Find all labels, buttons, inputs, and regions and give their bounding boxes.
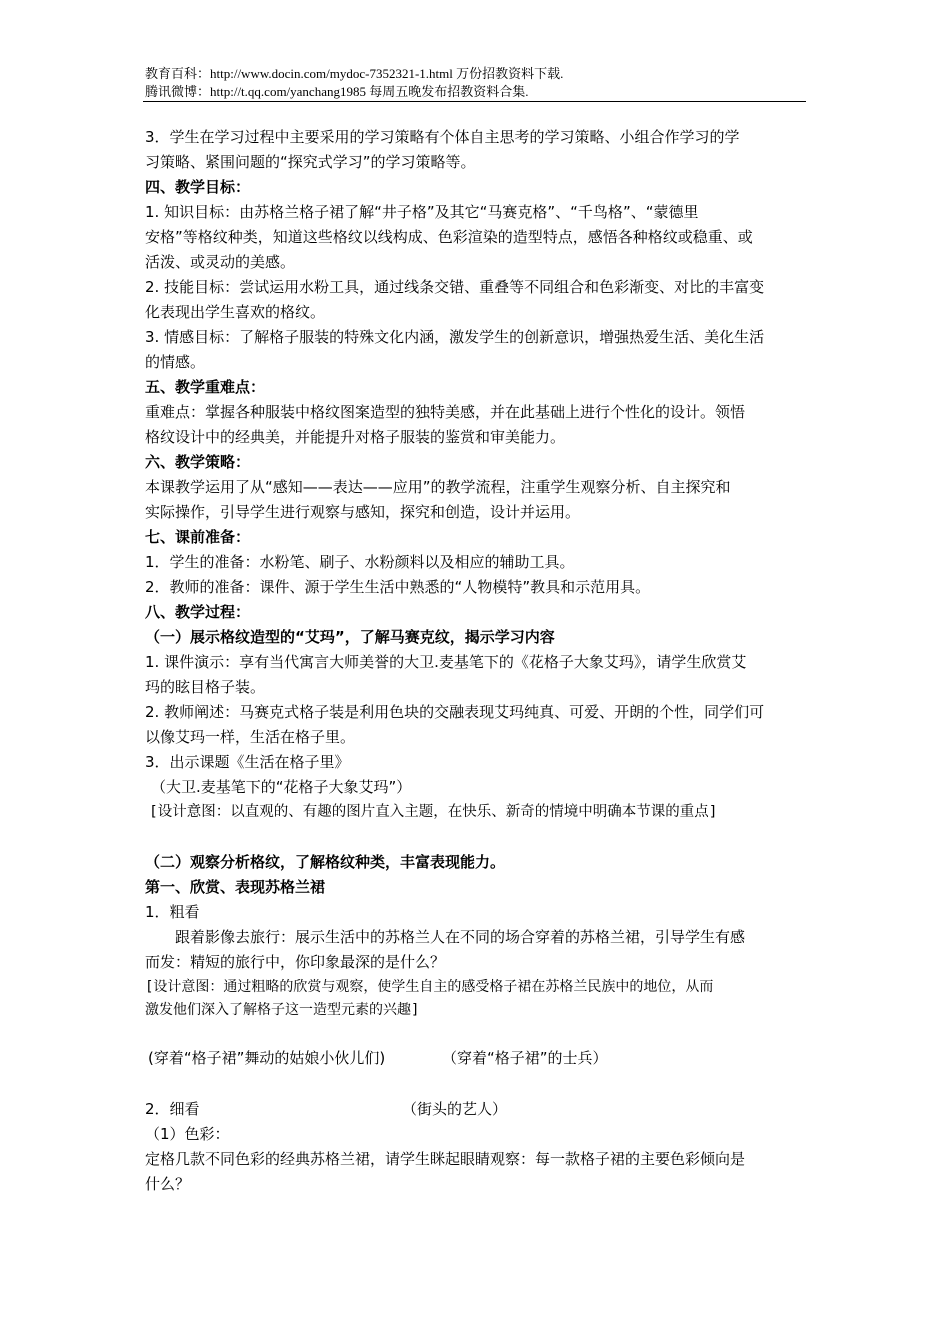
subsection-heading: 第一、欣赏、表现苏格兰裙 [145,878,326,896]
image-caption: (穿着“格子裙”舞动的姑娘小伙儿们) [148,1049,386,1067]
image-caption: （街头的艺人） [402,1100,508,1118]
paragraph-line: 2．教师的准备：课件、源于学生生活中熟悉的“人物模特”教具和示范用具。 [145,578,651,596]
paragraph-line: 跟着影像去旅行：展示生活中的苏格兰人在不同的场合穿着的苏格兰裙，引导学生有感 [175,928,746,946]
image-caption: （穿着“格子裙”的士兵） [442,1049,608,1067]
image-caption: （大卫.麦基笔下的“花格子大象艾玛”） [151,778,412,796]
subsection-heading: （二）观察分析格纹，了解格纹种类，丰富表现能力。 [145,853,506,871]
paragraph-line: 的情感。 [145,353,206,371]
header-line-2: 腾讯微博：http://t.qq.com/yanchang1985 每周五晚发布招教资料合集. [145,84,529,99]
paragraph-line: 1．粗看 [145,903,200,921]
header-line-1: 教育百科：http://www.docin.com/mydoc-7352321-1.html 万份招教资料下载. [145,66,564,81]
paragraph-line: （1）色彩： [145,1125,230,1143]
design-intent-note: 激发他们深入了解格子这一造型元素的兴趣] [145,1002,420,1018]
paragraph-line: 格纹设计中的经典美，并能提升对格子服装的鉴赏和审美能力。 [145,428,566,446]
paragraph-line: 本课教学运用了从“感知——表达——应用”的教学流程，注重学生观察分析、自主探究和 [145,478,731,496]
paragraph-line: 1. 课件演示：享有当代寓言大师美誉的大卫.麦基笔下的《花格子大象艾玛》，请学生欣赏艾 [145,653,747,671]
paragraph-line: 实际操作，引导学生进行观察与感知，探究和创造，设计并运用。 [145,503,581,521]
section-heading: 四、教学目标： [145,178,251,196]
paragraph-line: 安格”等格纹种类，知道这些格纹以线构成、色彩渲染的造型特点，感悟各种格纹或稳重、或 [145,228,753,246]
paragraph-line: 玛的眩目格子装。 [145,678,266,696]
paragraph-line: 3. 情感目标：了解格子服装的特殊文化内涵，激发学生的创新意识，增强热爱生活、美化生活 [145,328,765,346]
paragraph-line: 化表现出学生喜欢的格纹。 [145,303,326,321]
design-intent-note: [设计意图：通过粗略的欣赏与观察，使学生自主的感受格子裙在苏格兰民族中的地位，从而 [145,979,714,995]
paragraph-line: 2. 教师阐述：马赛克式格子装是利用色块的交融表现艾玛纯真、可爱、开朗的个性，同学们可 [145,703,765,721]
subsection-heading: （一）展示格纹造型的“艾玛”，了解马赛克纹，揭示学习内容 [145,628,555,646]
paragraph-line: 习策略、紧围问题的“探究式学习”的学习策略等。 [145,153,476,171]
paragraph-line: 1. 知识目标：由苏格兰格子裙了解“井子格”及其它“马赛克格”、“千鸟格”、“蒙德里 [145,203,699,221]
paragraph-line: 3．学生在学习过程中主要采用的学习策略有个体自主思考的学习策略、小组合作学习的学 [145,128,740,146]
section-heading: 六、教学策略： [145,453,251,471]
paragraph-line: 定格几款不同色彩的经典苏格兰裙，请学生眯起眼睛观察：每一款格子裙的主要色彩倾向是 [145,1150,746,1168]
paragraph-line: 什么？ [145,1175,191,1193]
paragraph-line: 2．细看 [145,1100,200,1118]
paragraph-line: 以像艾玛一样，生活在格子里。 [145,728,356,746]
paragraph-line: 而发：精短的旅行中，你印象最深的是什么？ [145,953,446,971]
section-heading: 五、教学重难点： [145,378,266,396]
paragraph-line: 重难点：掌握各种服装中格纹图案造型的独特美感，并在此基础上进行个性化的设计。领悟 [145,403,746,421]
paragraph-line: 2. 技能目标：尝试运用水粉工具，通过线条交错、重叠等不同组合和色彩渐变、对比的丰富变 [145,278,765,296]
paragraph-line: 活泼、或灵动的美感。 [145,253,296,271]
section-heading: 八、教学过程： [145,603,251,621]
paragraph-line: 3．出示课题《生活在格子里》 [145,753,350,771]
paragraph-line: 1．学生的准备：水粉笔、刷子、水粉颜料以及相应的辅助工具。 [145,553,575,571]
section-heading: 七、课前准备： [145,528,251,546]
design-intent-note: [设计意图：以直观的、有趣的图片直入主题，在快乐、新奇的情境中明确本节课的重点] [149,804,718,820]
header-divider [143,101,806,102]
